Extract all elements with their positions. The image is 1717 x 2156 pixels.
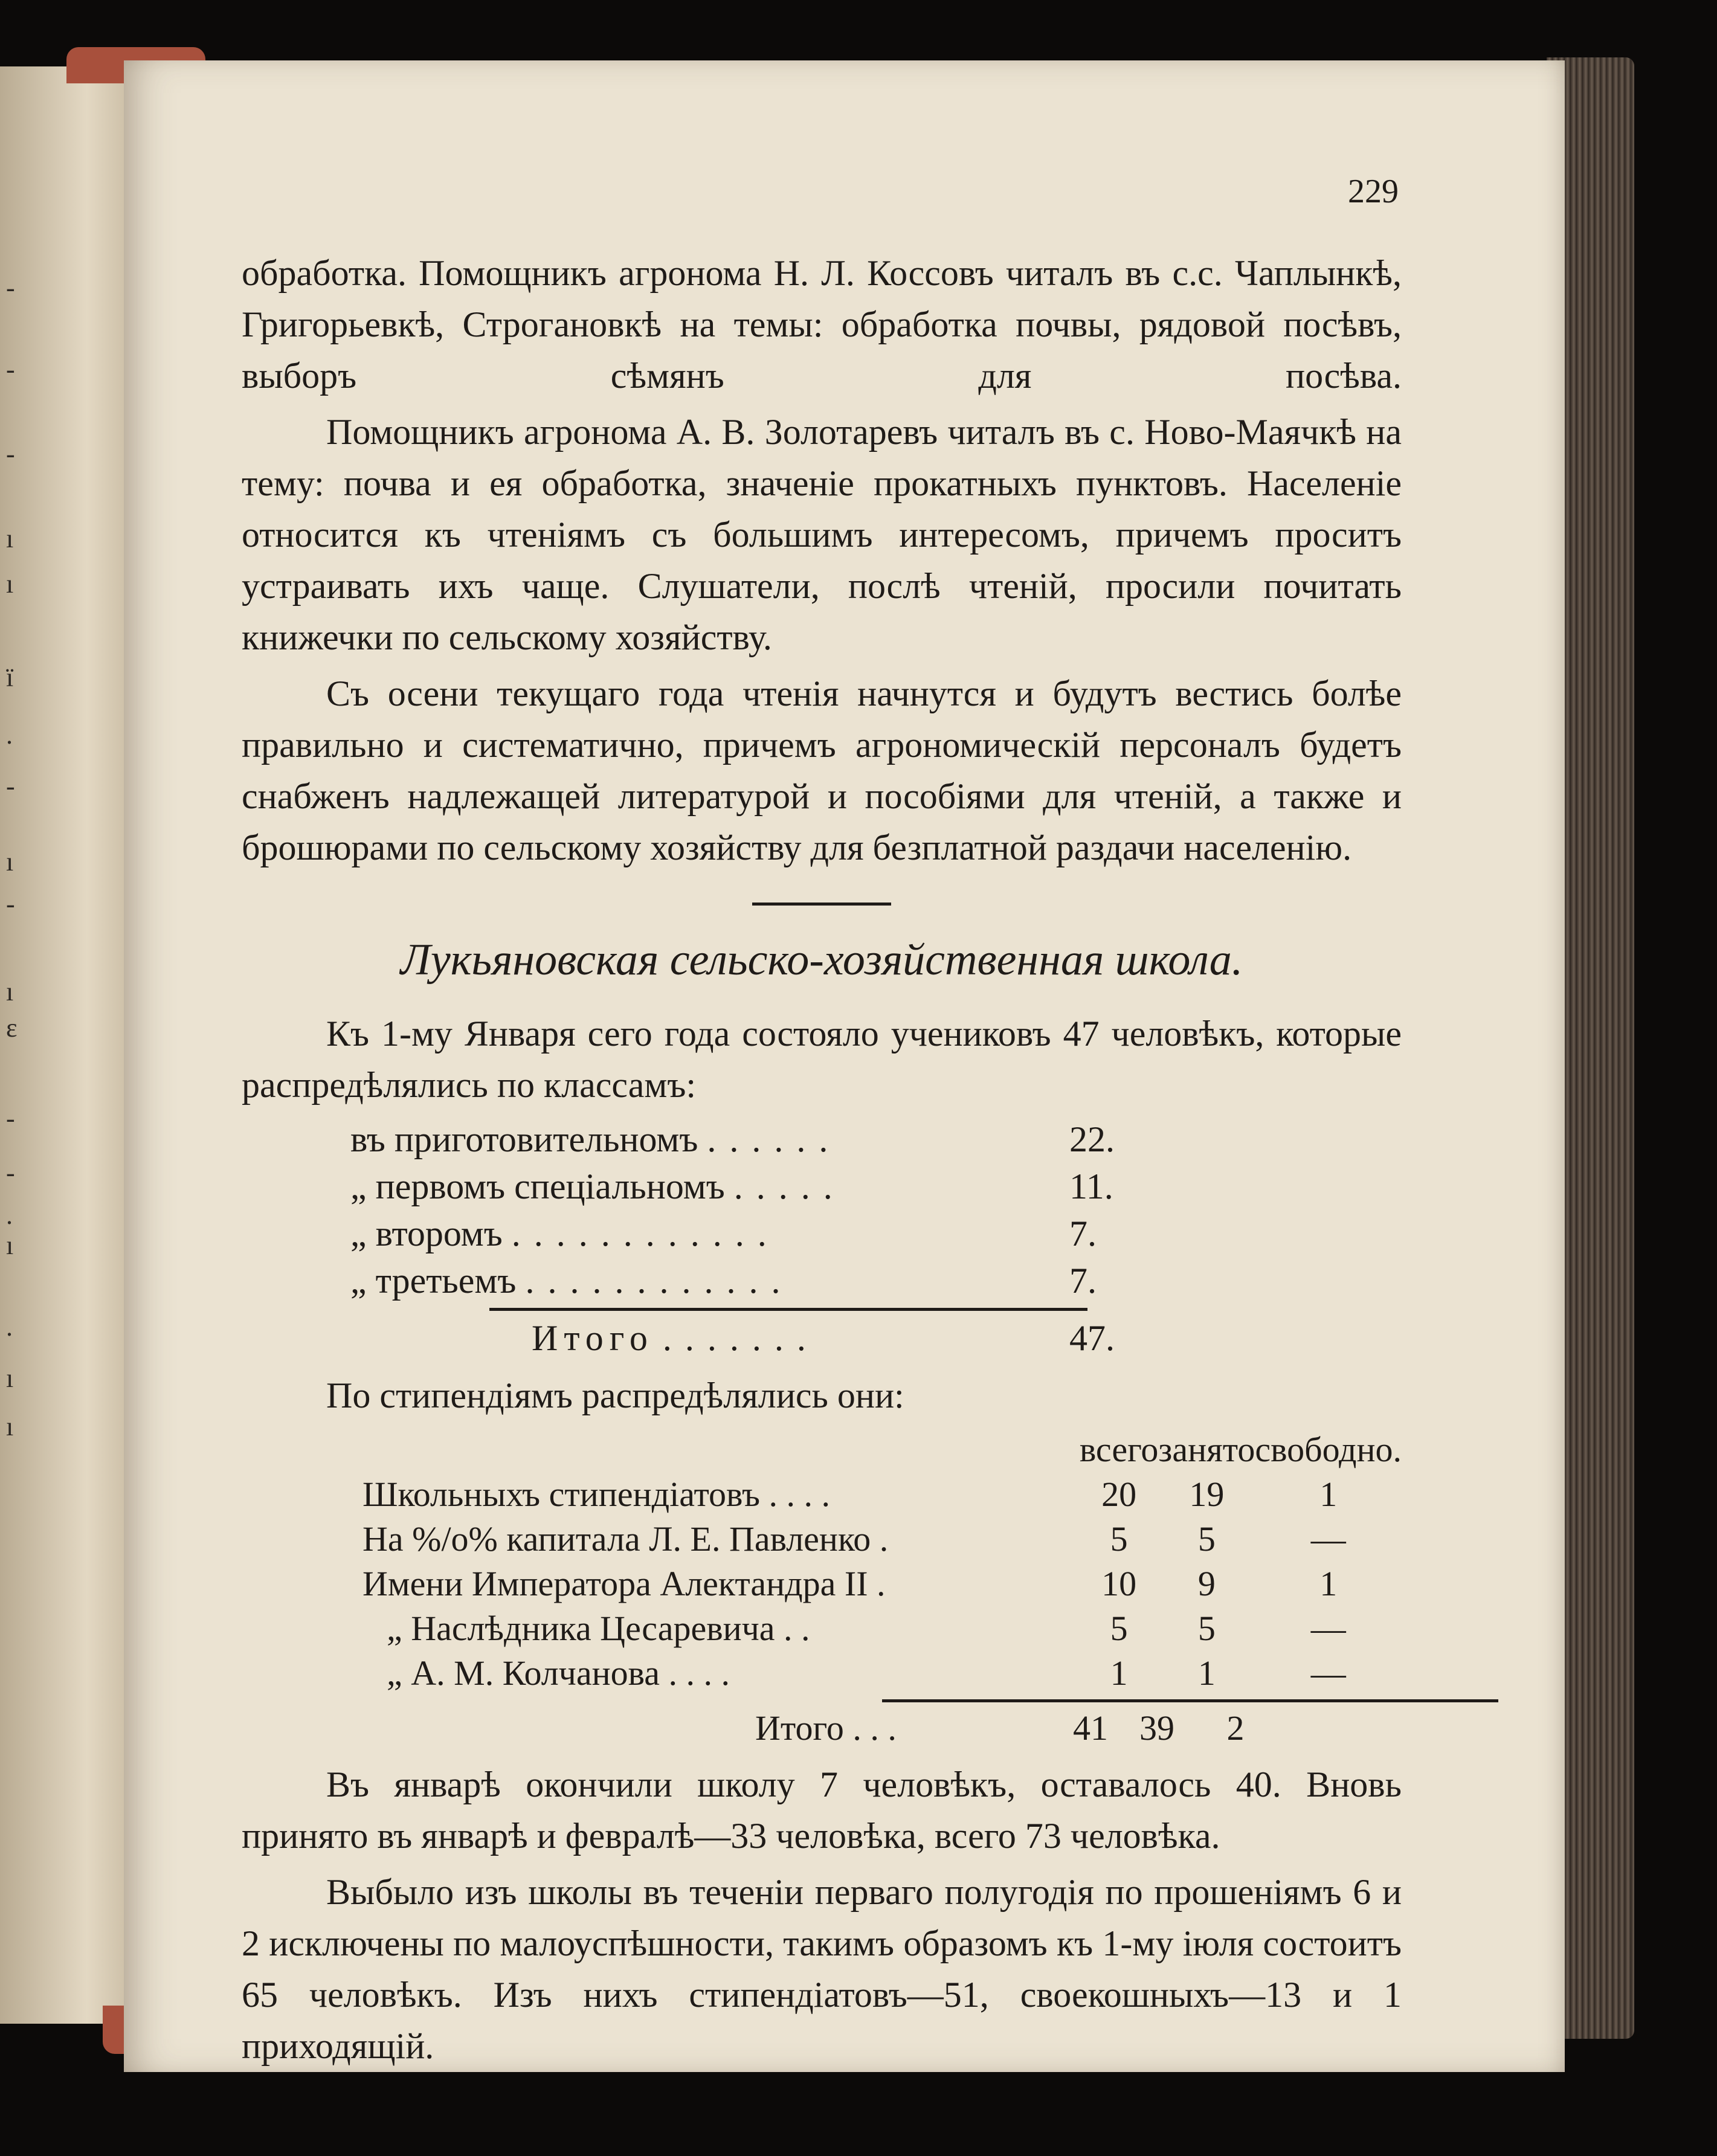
table-row bbox=[362, 1606, 1402, 1651]
left-page-mark: . bbox=[6, 1200, 13, 1230]
left-page-mark: ı bbox=[6, 569, 14, 599]
left-page-mark: ı bbox=[6, 1412, 14, 1441]
left-page-mark: ı bbox=[6, 524, 14, 553]
table-header-row bbox=[362, 1427, 1402, 1472]
stipend-total: 5 bbox=[1110, 1519, 1128, 1559]
section-divider bbox=[752, 903, 891, 906]
stipend-taken: 5 bbox=[1197, 1519, 1216, 1559]
stipend-free: 1 bbox=[1319, 1564, 1338, 1603]
column-header: свободно. bbox=[1255, 1430, 1402, 1469]
paragraph: Помощникъ агронома А. В. Золотаревъ читалъ въ с. Ново-Маячкѣ на тему: почва и ея обработка, значеніе прокатныхъ пунктовъ. Населеніе относится къ чтеніямъ съ большимъ интересомъ, причемъ проситъ устраивать ихъ чаще. Слушатели, послѣ чтеній, просили почитать книжечки по сельскому хозяйству. bbox=[242, 412, 1402, 657]
stipend-total: 41 bbox=[1073, 1708, 1108, 1748]
leader-dots: ....... bbox=[662, 1318, 819, 1358]
stipend-label: На %/о% капитала Л. Е. Павленко . bbox=[362, 1519, 889, 1559]
paragraph: Въ январѣ окончили школу 7 человѣкъ, оставалось 40. Вновь принято въ январѣ и февралѣ—33 человѣка, всего 73 человѣка. bbox=[242, 1765, 1402, 1856]
table-row bbox=[362, 1472, 1402, 1517]
column-header: всего bbox=[1079, 1430, 1159, 1469]
left-page-mark: ї bbox=[6, 663, 14, 692]
stipend-free: — bbox=[1310, 1609, 1346, 1648]
total-label: Итого bbox=[532, 1318, 654, 1358]
left-page-mark: - bbox=[6, 771, 15, 801]
left-page-edge bbox=[0, 66, 124, 2024]
section-title: Лукьяновская сельско-хозяйственная школа. bbox=[400, 935, 1243, 985]
stipend-free: 2 bbox=[1226, 1708, 1245, 1748]
stipend-taken: 9 bbox=[1197, 1564, 1216, 1603]
left-page-mark: ɛ bbox=[6, 1013, 18, 1043]
class-total-table bbox=[350, 1315, 1130, 1362]
stipend-total-table bbox=[362, 1706, 1281, 1751]
page-body bbox=[242, 248, 1402, 2077]
table-row bbox=[350, 1315, 1130, 1362]
stipend-taken: 39 bbox=[1139, 1708, 1174, 1748]
class-value: 7. bbox=[1069, 1261, 1097, 1301]
class-value: 22. bbox=[1069, 1119, 1115, 1159]
class-value: 11. bbox=[1069, 1166, 1113, 1206]
table-row bbox=[362, 1562, 1402, 1606]
left-page-mark: ı bbox=[6, 977, 14, 1006]
stipend-free: — bbox=[1310, 1519, 1346, 1559]
stipend-free: 1 bbox=[1319, 1475, 1338, 1514]
sum-rule bbox=[489, 1308, 1087, 1311]
class-label: „ первомъ спеціальномъ bbox=[350, 1166, 725, 1206]
stipend-label: Имени Императора Алектандра II . bbox=[362, 1564, 886, 1603]
stipend-free: — bbox=[1310, 1653, 1346, 1693]
paragraph: Съ осени текущаго года чтенія начнутся и будутъ вестись болѣе правильно и систематично, причемъ агрономическій персоналъ будетъ снабженъ надлежащей литературой и пособіями для чтеній, а также и брошюрами по сельскому хозяйству для безплатной раздачи населенію. bbox=[242, 674, 1402, 867]
stipend-taken: 1 bbox=[1197, 1653, 1216, 1693]
sum-rule bbox=[882, 1699, 1498, 1702]
left-page-mark: . bbox=[6, 720, 13, 750]
left-page-mark: ı bbox=[6, 1363, 14, 1393]
class-label: „ третьемъ bbox=[350, 1261, 517, 1301]
stipend-table bbox=[362, 1427, 1402, 1696]
class-label: „ второмъ bbox=[350, 1214, 503, 1253]
table-row bbox=[362, 1651, 1402, 1696]
stipend-label: „ Наслѣдника Цесаревича . . bbox=[387, 1609, 810, 1648]
stipend-taken: 19 bbox=[1189, 1475, 1225, 1514]
stipend-label: „ А. М. Колчанова . . . . bbox=[387, 1653, 730, 1693]
page-number: 229 bbox=[1348, 173, 1399, 210]
leader-dots: ...... bbox=[707, 1119, 842, 1159]
leader-dots: ............ bbox=[511, 1214, 780, 1253]
table-row bbox=[362, 1706, 1281, 1751]
leader-dots: ..... bbox=[733, 1166, 846, 1206]
class-distribution bbox=[350, 1116, 1402, 1362]
paragraph: Къ 1-му Января сего года состояло учениковъ 47 человѣкъ, которые распредѣлялись по классамъ: bbox=[242, 1014, 1402, 1105]
total-value: 47. bbox=[1069, 1318, 1115, 1358]
left-page-mark: - bbox=[6, 1158, 15, 1188]
stipend-distribution bbox=[362, 1427, 1402, 1751]
left-page-mark: ı bbox=[6, 1231, 14, 1260]
paragraph: обработка. Помощникъ агронома Н. Л. Коссовъ читалъ въ с.с. Чаплынкѣ, Григорьевкѣ, Строгановкѣ на темы: обработка почвы, рядовой посѣвъ, выборъ сѣмянъ для посѣва. bbox=[242, 253, 1402, 396]
left-page-mark: - bbox=[6, 355, 15, 384]
class-label: въ приготовительномъ bbox=[350, 1119, 698, 1159]
stipend-taken: 5 bbox=[1197, 1609, 1216, 1648]
table-row bbox=[350, 1116, 1130, 1163]
left-page-mark: . bbox=[6, 1312, 13, 1342]
paragraph: Выбыло изъ школы въ теченіи перваго полугодія по прошеніямъ 6 и 2 исключены по малоуспѣшности, такимъ образомъ къ 1-му іюля состоитъ 65 человѣкъ. Изъ нихъ стипендіатовъ—51, своекошныхъ—13 и 1 приходящій. bbox=[242, 1872, 1402, 2066]
table-row bbox=[362, 1517, 1402, 1562]
leader-dots: ............ bbox=[525, 1261, 794, 1301]
stipend-total: 1 bbox=[1110, 1653, 1128, 1693]
stipend-total: 5 bbox=[1110, 1609, 1128, 1648]
left-page-mark: - bbox=[6, 1104, 15, 1133]
left-page-mark: - bbox=[6, 889, 15, 919]
table-row bbox=[350, 1210, 1130, 1257]
paragraph: По стипендіямъ распредѣлялись они: bbox=[326, 1376, 904, 1415]
column-header: занято bbox=[1158, 1430, 1255, 1469]
class-value: 7. bbox=[1069, 1214, 1097, 1253]
table-row bbox=[350, 1163, 1130, 1210]
table-row bbox=[350, 1257, 1130, 1304]
stipend-total: 10 bbox=[1101, 1564, 1137, 1603]
book-page bbox=[124, 60, 1565, 2072]
stipend-label: Школьныхъ стипендіатовъ . . . . bbox=[362, 1475, 830, 1514]
left-page-mark: ı bbox=[6, 847, 14, 877]
total-label: Итого . . . bbox=[755, 1708, 897, 1748]
stipend-total: 20 bbox=[1101, 1475, 1137, 1514]
left-page-mark: - bbox=[6, 273, 15, 303]
class-table bbox=[350, 1116, 1130, 1304]
left-page-mark: - bbox=[6, 439, 15, 469]
